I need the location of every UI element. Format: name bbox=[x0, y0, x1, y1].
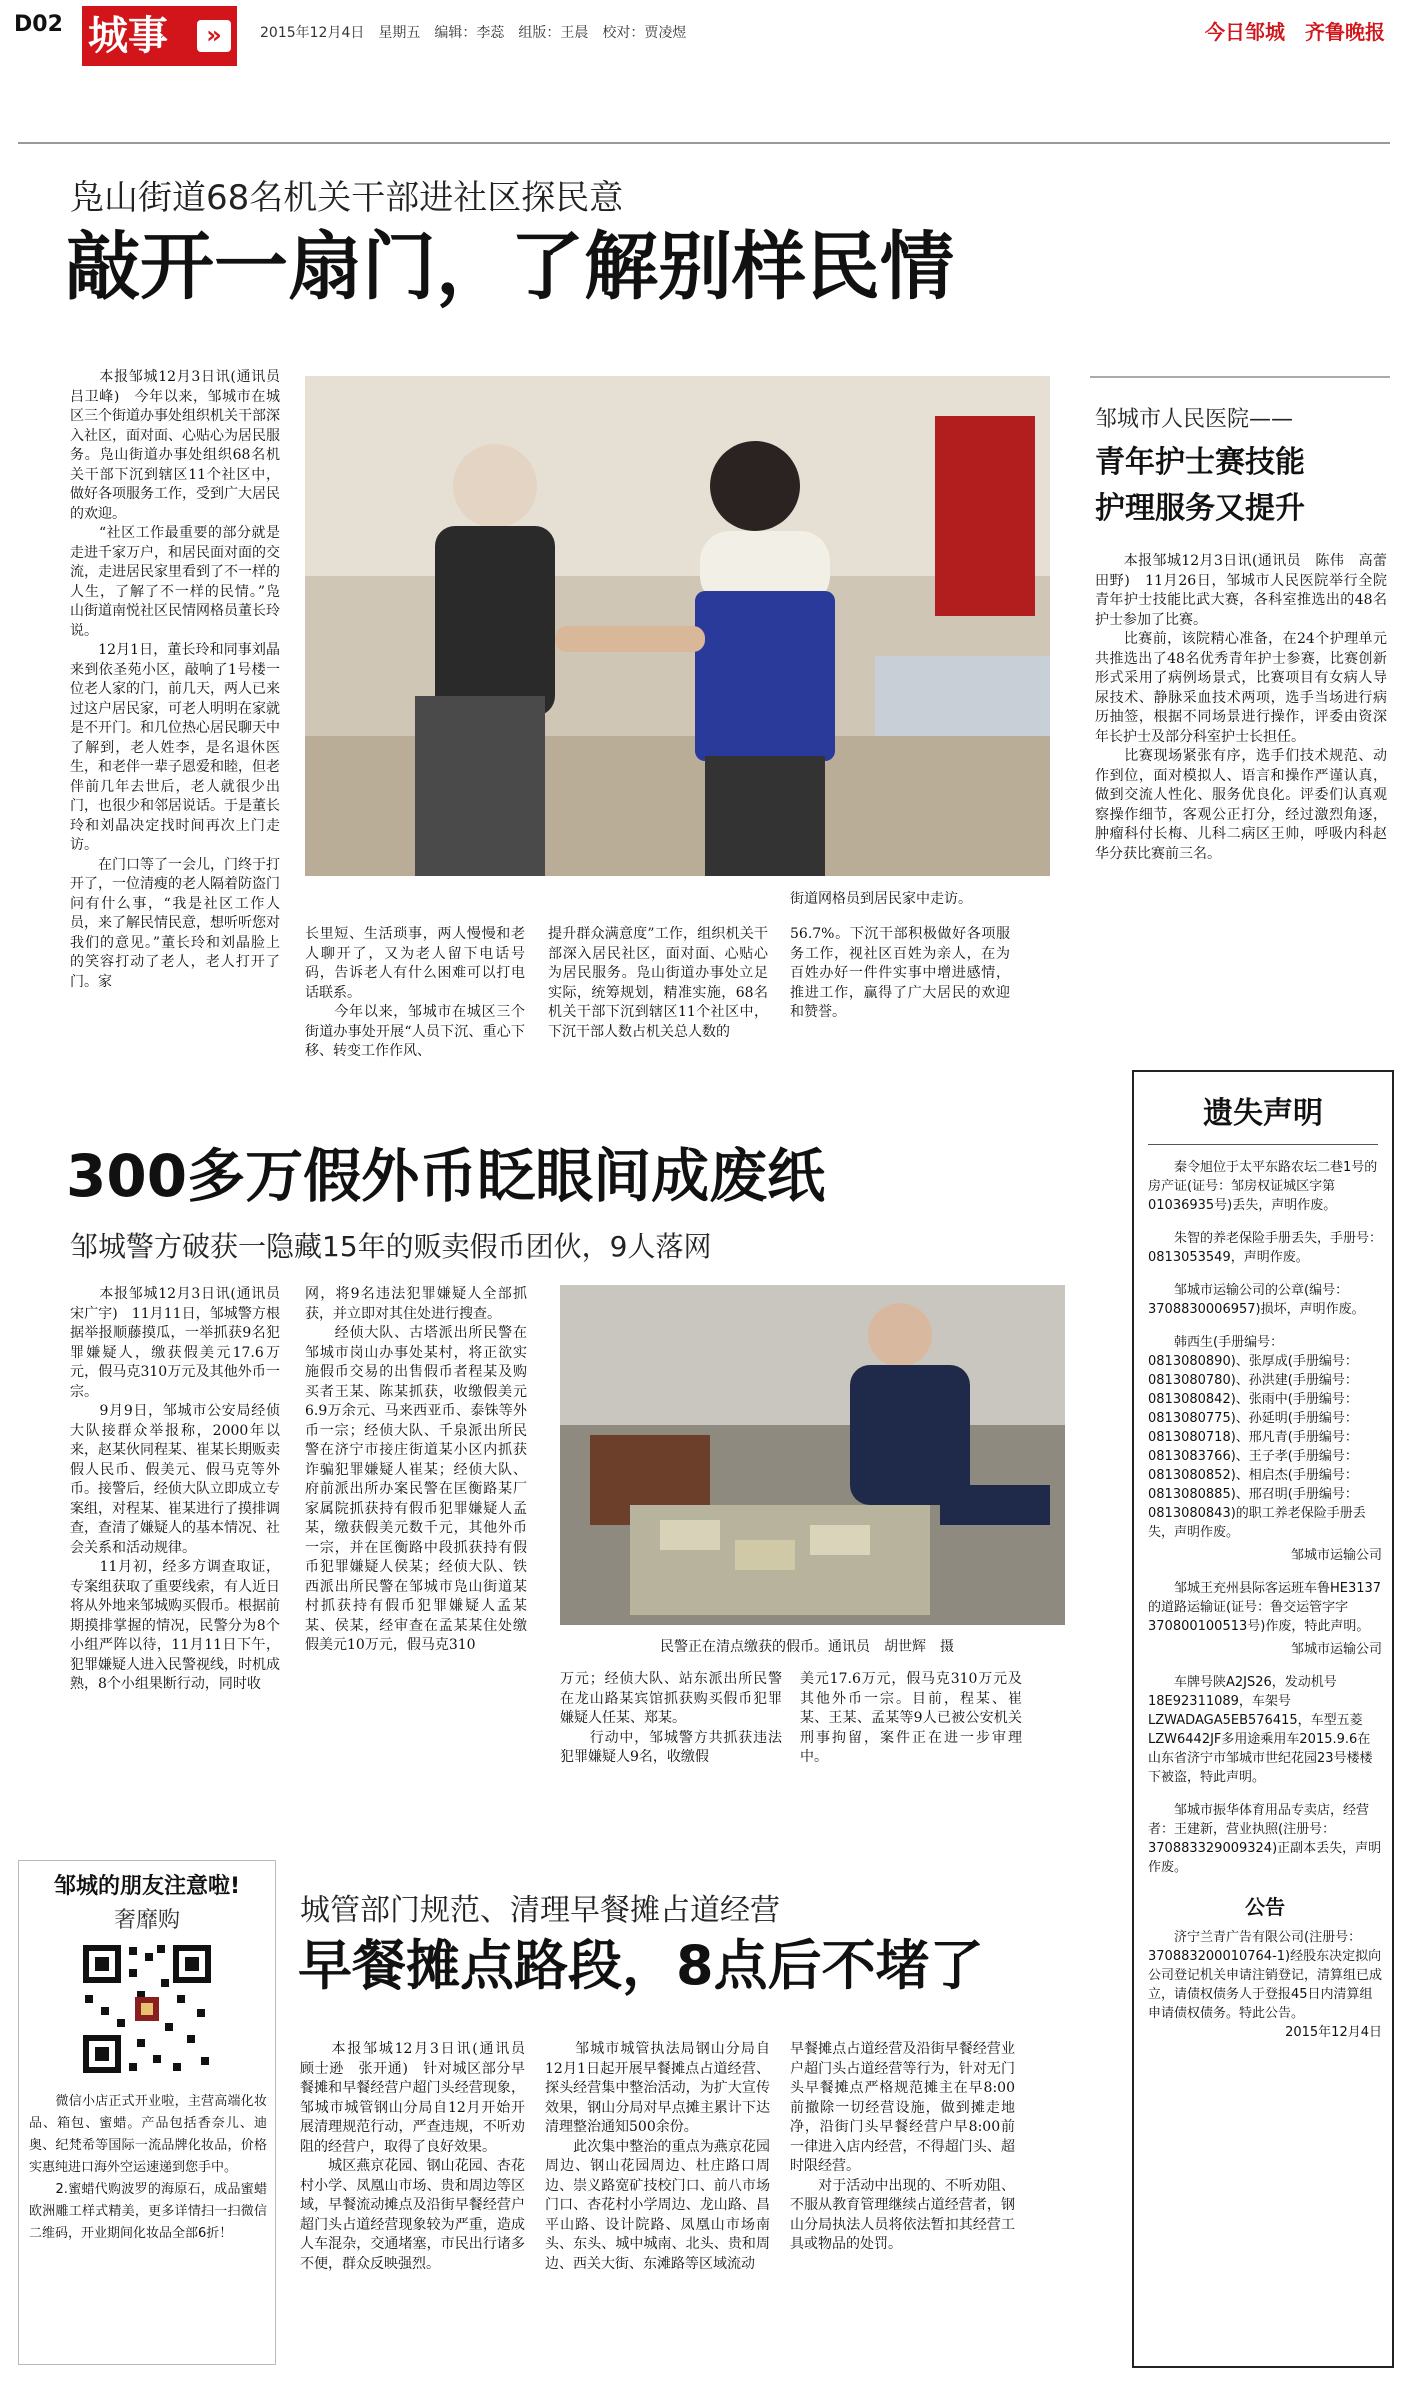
masthead-rule bbox=[18, 142, 1390, 144]
notice-signature: 邹城市运输公司 bbox=[1264, 1642, 1382, 1657]
article2-subhead: 邹城警方破获一隐藏15年的贩卖假币团伙，9人落网 bbox=[70, 1230, 712, 1263]
lost-notice-box bbox=[1132, 1070, 1394, 2368]
article1-kicker: 凫山街道68名机关干部进社区探民意 bbox=[70, 178, 624, 218]
visit-scene-illustration bbox=[305, 376, 1050, 876]
section-label: 城事 bbox=[88, 13, 168, 59]
article3-col3: 早餐摊点占道经营及沿街早餐经营业户超门头占道经营等行为，针对无门头早餐摊点严格规范摊主在早8:00前撤除一切经营设施，做到摊走地净，沿街门头早餐经营户早8:00前一律进入店内经营，不得超门头、超时限经营。 对于活动中出现的、不听劝阻、不服从教育管理继续占道经营者，钢山分局执法人员将依法暂扣其经营工具或物品的处罚。 bbox=[790, 2041, 1015, 2252]
section-tab bbox=[82, 6, 237, 66]
ad-title: 邹城的朋友注意啦! bbox=[53, 1874, 241, 1899]
article2-col2: 网，将9名违法犯罪嫌疑人全部抓获，并立即对其住处进行搜查。 经侦大队、古塔派出所民警在邹城市岗山办事处某村，将正欲实施假币交易的出售假币者程某及购买者王某、陈某抓获，收缴假美元6.9万余元、马来西亚币、泰铢等外币一宗；经侦大队、千泉派出所民警在济宁市接庄街道某小区内抓获诈骗犯罪嫌疑人崔某；经侦大队、府前派出所办案民警在匡衡路某厂家属院抓获持有假币犯罪嫌疑人孟某，缴获假美元数千元，其他外币一宗，并在匡衡路中段抓获持有假币犯罪嫌疑人侯某；经侦大队、铁西派出所民警在邹城市凫山街道某村抓获持有假币犯罪嫌疑人孟某某、侯某，经审查在孟某某住处缴假美元10万元，假马克310 bbox=[305, 1286, 527, 1653]
wechat-qr-icon[interactable] bbox=[77, 1939, 217, 2079]
announcement-date: 2015年12月4日 bbox=[1285, 2025, 1382, 2040]
article1-col4: 56.7%。下沉干部积极做好各项服务工作，视社区百姓为亲人，在为百姓办好一件件实事中增进感情，推进工作，赢得了广大居民的欢迎和赞誉。 bbox=[790, 926, 1010, 1020]
hospital-body: 本报邹城12月3日讯(通讯员 陈伟 高蕾 田野) 11月26日，邹城市人民医院举行全院青年护士技能比武大赛，各科室推选出的48名护士参加了比赛。 比赛前，该院精心准备，在24个护理单元共推选出了48名优秀青年护士参赛，比赛创新形式采用了病例场景式，比赛项目有女病人导尿技术、静脉采血技术两项，选手当场进行病历抽签，根据不同场景进行操作，评委由资深年长护士及部分科室护士长担任。 比赛现场紧张有序，选手们技术规范、动作到位，面对模拟人、语言和操作严谨认真，做到交流人性化、服务优良化。评委们认真观察操作细节，客观公正打分，经过激烈角逐，肿瘤科付长梅、儿科二病区王帅，呼吸内科赵华分获比赛前三名。 bbox=[1095, 553, 1387, 862]
notice-divider bbox=[1148, 1144, 1378, 1145]
ad-brand: 奢靡购 bbox=[113, 1908, 180, 1933]
notice-item: 朱智的养老保险手册丢失，手册号：0813053549，声明作废。 bbox=[1148, 1231, 1383, 1265]
ad-body: 微信小店正式开业啦，主营高端化妆品、箱包、蜜蜡。产品包括香奈儿、迪奥、纪梵希等国际一流品牌化妆品，价格实惠纯进口海外空运速递到您手中。 2.蜜蜡代购波罗的海原石，成品蜜蜡欧洲雕工样式精美，更多详情扫一扫微信二维码，开业期间化妆品全部6折！ bbox=[29, 2094, 267, 2241]
double-chevron-icon: » bbox=[197, 20, 231, 52]
hospital-headline: 青年护士赛技能 护理服务又提升 bbox=[1095, 445, 1305, 526]
notice-item: 秦令旭位于太平东路农坛二巷1号的房产证(证号：邹房权证城区字第01036935号)丢失，声明作废。 bbox=[1148, 1160, 1378, 1213]
article3-headline: 早餐摊点路段，8点后不堵了 bbox=[298, 1934, 984, 1997]
article1-headline: 敲开一扇门，了解别样民情 bbox=[66, 224, 954, 310]
article1-col1: 本报邹城12月3日讯(通讯员 吕卫峰) 今年以来，邹城市在城区三个街道办事处组织机关干部深入社区，面对面、心贴心为居民服务。凫山街道办事处组织68名机关干部下沉到辖区11个社区中，做好各项服务工作，受到广大居民的欢迎。 “社区工作最重要的部分就是走进千家万户，和居民面对面的交流，走进居民家里看到了不一样的人生，了解了不一样的民情。”凫山街道南悦社区民情网格员董长玲说。 12月1日，董长玲和同事刘晶来到依圣苑小区，敲响了1号楼一位老人家的门，前几天，两人已来过这户居民家，可老人明明在家就是不开门。和几位热心居民聊天中了解到，老人姓李，是名退休医生，和老伴一辈子恩爱和睦，但老伴前几年去世后，老人就很少出门，也很少和邻居说话。于是董长玲和刘晶决定找时间再次上门走访。 在门口等了一会儿，门终于打开了，一位清瘦的老人隔着防盗门问有什么事，“我是社区工作人员，来了解民情民意，想听听您对我们的意见。”董长玲和刘晶脸上的笑容打动了老人，老人打开了门。家 bbox=[70, 369, 280, 990]
notice-item: 韩西生(手册编号：0813080890)、张厚成(手册编号：0813080780)、孙洪建(手册编号：0813080842)、张雨中(手册编号：0813080775)、孙延明(手册编号：0813080718)、邢凡青(手册编号：0813083766)、王子孝(手册编号：0813080852)、相启杰(手册编号：0813080885)、邢召明(手册编号：0813080843)的职工养老保险手册丢失，声明作废。 bbox=[1148, 1335, 1366, 1540]
article1-col3: 提升群众满意度”工作，组织机关干部深入居民社区，面对面、心贴心为居民服务。凫山街道办事处立足实际，统筹规划，精准实施，68名机关干部下沉到辖区11个社区中，下沉干部人数占机关总人数的 bbox=[548, 926, 768, 1040]
notice-item: 邹城王充州县际客运班车鲁HE3137的道路运输证(证号：鲁交运管字字370800100513号)作废，特此声明。 bbox=[1148, 1581, 1382, 1634]
article2-headline: 300多万假外币眨眼间成废纸 bbox=[66, 1142, 826, 1210]
page-number: D02 bbox=[14, 12, 63, 37]
article2-photo-caption: 民警正在清点缴获的假币。通讯员 胡世辉 摄 bbox=[660, 1639, 954, 1655]
article3-kicker: 城管部门规范、清理早餐摊占道经营 bbox=[300, 1893, 780, 1928]
hospital-kicker: 邹城市人民医院—— bbox=[1095, 407, 1294, 432]
article2-col4: 美元17.6万元，假马克310万元及其他外币一宗。目前，程某、崔某、王某、孟某等9人已被公安机关刑事拘留，案件正在进一步审理中。 bbox=[800, 1671, 1022, 1765]
lost-notice-title: 遗失声明 bbox=[1203, 1096, 1323, 1131]
article3-col1: 本报邹城12月3日讯(通讯员 顾士逊 张开通) 针对城区部分早餐摊和早餐经营户超门头经营现象，邹城市城管钢山分局自12月开始开展清理规范行动，严查违规，不听劝阻的经营户，取得了良好效果。 城区燕京花园、钢山花园、杏花村小学、凤凰山市场、贵和周边等区域，早餐流动摊点及沿街早餐经营户超门头占道经营现象较为严重，造成人车混杂，交通堵塞，市民出行诸多不便，群众反映强烈。 bbox=[300, 2041, 525, 2272]
announcement-title: 公告 bbox=[1245, 1895, 1285, 1919]
ad-box bbox=[18, 1860, 276, 2365]
notice-signature: 邹城市运输公司 bbox=[1264, 1548, 1382, 1563]
counterfeit-currency-illustration bbox=[560, 1285, 1065, 1625]
masthead bbox=[0, 0, 1409, 75]
article3-col2: 邹城市城管执法局钢山分局自12月1日起开展早餐摊点占道经营、探头经营集中整治活动，为扩大宣传效果，钢山分局对早点摊主累计下达清理整治通知500余份。 此次集中整治的重点为燕京花园周边、钢山花园周边、杜庄路口周边、崇义路宽矿技校门口、前八市场门口、杏花村小学周边、龙山路、昌平山路、设计院路、凤凰山市场南头、东头、城中城南、北头、贵和周边、西关大街、东滩路等区域流动 bbox=[545, 2041, 770, 2272]
notice-item: 邹城市运输公司的公章(编号：3708830006957)损坏，声明作废。 bbox=[1148, 1283, 1365, 1317]
article2-col1: 本报邹城12月3日讯(通讯员 宋广宇) 11月11日，邹城警方根据举报顺藤摸瓜，一举抓获9名犯罪嫌疑人，缴获假美元17.6万元，假马克310万元及其他外币一宗。 9月9日，邹城市公安局经侦大队接群众举报称，2000年以来，赵某伙同程某、崔某长期贩卖假人民币、假美元、假马克等外币。接警后，经侦大队立即成立专案组，对程某、崔某进行了摸排调查，查清了嫌疑人的基本情况、社会关系和活动规律。 11月初，经多方调查取证，专案组获取了重要线索，有人近日将从外地来邹城购买假币。根据前期摸排掌握的情况，民警分为8个小组严阵以待，11月11日下午，犯罪嫌疑人进入民警视线，时机成熟，8个小组果断行动，同时收 bbox=[70, 1286, 280, 1692]
hospital-rule bbox=[1090, 376, 1390, 378]
article1-photo-caption: 街道网格员到居民家中走访。 bbox=[790, 891, 972, 907]
issue-meta: 2015年12月4日 星期五 编辑：李蕊 组版：王晨 校对：贾凌煜 bbox=[260, 25, 687, 41]
article1-photo bbox=[305, 376, 1050, 876]
notice-item: 车牌号陕A2JS26，发动机号18E92311089，车架号LZWADAGA5EB576415，车型五菱LZW6442JF多用途乘用车2015.9.6在山东省济宁市邹城市世纪花园23号楼楼下被盗，特此声明。 bbox=[1148, 1675, 1373, 1785]
lost-notice-list bbox=[1148, 1158, 1382, 2042]
newspaper-brand: 今日邹城 齐鲁晚报 bbox=[1205, 20, 1385, 44]
article2-photo bbox=[560, 1285, 1065, 1625]
announcement-body: 济宁兰青广告有限公司(注册号：370883200010764-1)经股东决定拟向公司登记机关申请注销登记，清算组已成立，请债权债务人于登报45日内清算组申请债权债务。特此公告。 bbox=[1148, 1930, 1383, 2021]
article2-col3: 万元；经侦大队、站东派出所民警在龙山路某宾馆抓获购买假币犯罪嫌疑人任某、郑某。 行动中，邹城警方共抓获违法犯罪嫌疑人9名，收缴假 bbox=[560, 1671, 782, 1765]
notice-item: 邹城市振华体育用品专卖店，经营者：王建新，营业执照(注册号：370883329009324)正副本丢失，声明作废。 bbox=[1148, 1803, 1382, 1875]
article1-col2: 长里短、生活琐事，两人慢慢和老人聊开了，又为老人留下电话号码，告诉老人有什么困难可以打电话联系。 今年以来，邹城市在城区三个街道办事处开展“人员下沉、重心下移、转变工作作风、 bbox=[305, 926, 525, 1059]
qr-code-icon bbox=[77, 1939, 217, 2079]
